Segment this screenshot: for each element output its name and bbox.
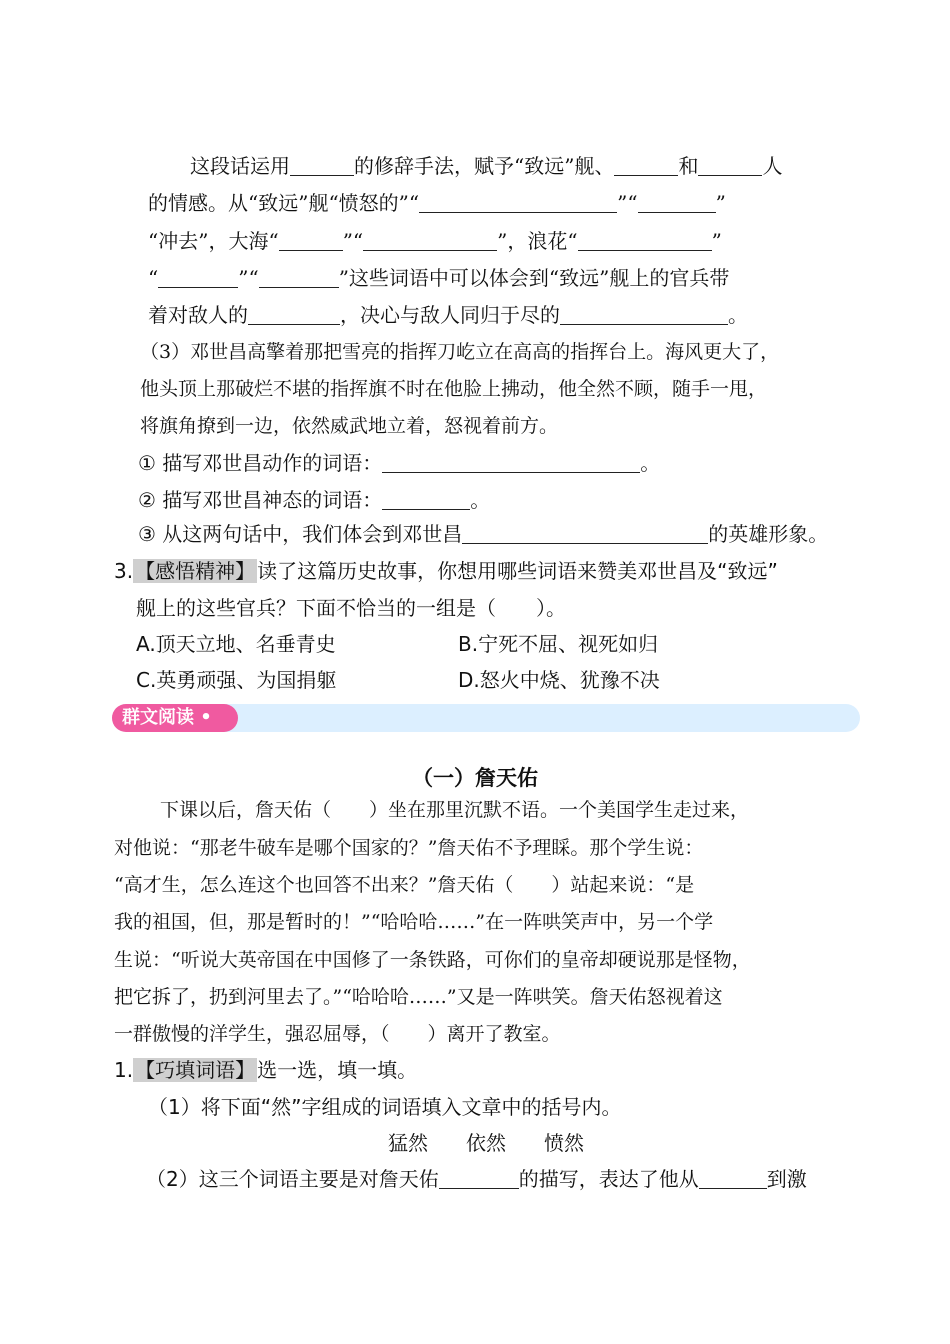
option-d[interactable]: D.怒火中烧、犹豫不决 <box>458 668 660 692</box>
blank[interactable] <box>382 489 470 510</box>
blank[interactable] <box>560 304 728 325</box>
story-line: 一群傲慢的洋学生，强忍屈辱，（ ）离开了教室。 <box>114 1023 561 1045</box>
question-label: 【感悟精神】 <box>135 559 256 583</box>
text-line: “冲去”，大海“ ”“ ”，浪花“ ” <box>148 229 722 253</box>
q3-sub-3: ③ 从这两句话中，我们体会到邓世昌 的英雄形象。 <box>138 522 829 546</box>
question-label: 【巧填词语】 <box>135 1058 256 1082</box>
text-line: “ ”“ ”这些词语中可以体会到“致远”舰上的官兵带 <box>148 266 730 290</box>
blank[interactable] <box>290 155 354 176</box>
blank[interactable] <box>363 230 497 251</box>
word-3: 愤然 <box>544 1131 584 1155</box>
story-line: 下课以后，詹天佑（ ）坐在那里沉默不语。一个美国学生走过来， <box>160 799 750 821</box>
q3-sub-2: ② 描写邓世昌神态的词语： 。 <box>138 488 491 512</box>
question-3: 3. 【感悟精神】 读了这篇历史故事，你想用哪些词语来赞美邓世昌及“致远” <box>114 559 778 583</box>
question-1: 1. 【巧填词语】 选一选，填一填。 <box>114 1058 418 1082</box>
sub-question-2: （2）这三个词语主要是对詹天佑 的描写，表达了他从 到激 <box>146 1167 807 1191</box>
text-line: 的情感。从“致远”舰“愤怒的”“ ”“ ” <box>148 191 726 215</box>
story-line: 我的祖国，但，那是暂时的！”“哈哈哈……”在一阵哄笑声中，另一个学 <box>114 911 714 933</box>
blank[interactable] <box>259 267 339 288</box>
word-1: 猛然 <box>388 1131 428 1155</box>
blank[interactable] <box>439 1168 519 1189</box>
q3-line-2: 他头顶上那破烂不堪的指挥旗不时在他脸上拂动，他全然不顾，随手一甩， <box>140 378 768 400</box>
blank[interactable] <box>578 230 712 251</box>
sub-question-1: （1）将下面“然”字组成的词语填入文章中的括号内。 <box>148 1095 622 1119</box>
story-line: 对他说：“那老牛破车是哪个国家的？”詹天佑不予理睬。那个学生说： <box>114 837 704 859</box>
blank[interactable] <box>248 304 340 325</box>
q3-sub-1: ① 描写邓世昌动作的词语： 。 <box>138 451 661 475</box>
story-line: 把它拆了，扔到河里去了。”“哈哈哈……”又是一阵哄笑。詹天佑怒视着这 <box>114 986 723 1008</box>
blank[interactable] <box>614 155 678 176</box>
q3-line-1: （3）邓世昌高擎着那把雪亮的指挥刀屹立在高高的指挥台上。海风更大了， <box>140 341 780 363</box>
word-2: 依然 <box>466 1131 506 1155</box>
story-title: （一）詹天佑 <box>412 766 538 790</box>
option-c[interactable]: C.英勇顽强、为国捐躯 <box>136 668 337 692</box>
blank[interactable] <box>462 523 708 544</box>
blank[interactable] <box>158 267 238 288</box>
text-line: 这段话运用 的修辞手法，赋予“致远”舰、 和 人 <box>190 154 783 178</box>
section-badge: 群文阅读 • <box>112 704 238 732</box>
question-3-line-2: 舰上的这些官兵？下面不恰当的一组是（ ）。 <box>136 596 566 620</box>
option-b[interactable]: B.宁死不屈、视死如归 <box>458 632 659 656</box>
blank[interactable] <box>699 1168 767 1189</box>
blank[interactable] <box>419 192 617 213</box>
story-line: 生说：“听说大英帝国在中国修了一条铁路，可你们的皇帝却硬说那是怪物， <box>114 949 751 971</box>
blank[interactable] <box>638 192 716 213</box>
q3-line-3: 将旗角撩到一边，依然威武地立着，怒视着前方。 <box>140 415 559 437</box>
blank[interactable] <box>382 452 640 473</box>
blank[interactable] <box>279 230 343 251</box>
text-line: 着对敌人的 ，决心与敌人同归于尽的 。 <box>148 303 748 327</box>
blank[interactable] <box>698 155 762 176</box>
story-line: “高才生，怎么连这个也回答不出来？”詹天佑（ ）站起来说：“是 <box>114 874 695 896</box>
option-a[interactable]: A.顶天立地、名垂青史 <box>136 632 336 656</box>
